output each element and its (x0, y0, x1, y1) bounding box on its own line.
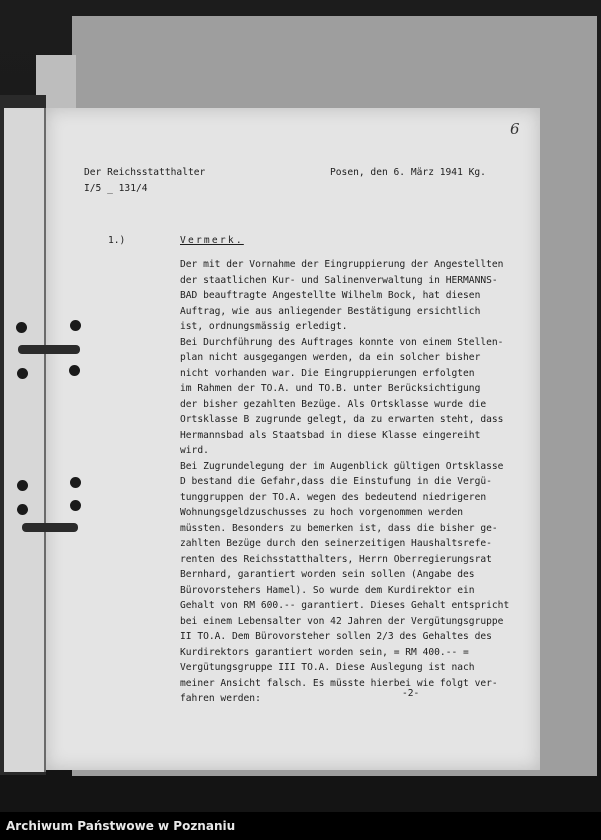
body-line: Hermannsbad als Staatsbad in diese Klasse eingereiht (180, 429, 481, 441)
body-line: im Rahmen der TO.A. und TO.B. unter Berücksichtigung (180, 383, 481, 394)
binder-clip (18, 345, 80, 354)
body-line: Ortsklasse B zugrunde gelegt, da zu erwarten steht, dass (180, 414, 504, 425)
body-line: Bürovorstehers Hamel). So wurde dem Kurdirektor ein (180, 584, 475, 596)
body-line: Bei Durchführung des Auftrages konnte von einem Stellen- (180, 336, 504, 348)
body-line: müssten. Besonders zu bemerken ist, dass die bisher ge- (180, 522, 498, 534)
body-text (180, 257, 509, 707)
punch-hole (17, 504, 28, 515)
archive-footer (0, 812, 601, 840)
body-line: tunggruppen der TO.A. wegen des bedeutend niedrigeren (180, 491, 487, 503)
archive-label: Archiwum Państwowe w Poznaniu (6, 819, 236, 833)
body-line: bei einem Lebensalter von 42 Jahren der Vergütungsgruppe (180, 615, 504, 627)
body-line: Wohnungsgeldzuschusses zu hoch vorgenommen werden (180, 507, 464, 518)
punch-hole (17, 480, 28, 491)
punch-hole (70, 320, 81, 331)
folio-number: 6 (510, 120, 520, 138)
sender-line: Der Reichsstatthalter (84, 167, 206, 178)
binder-clip (22, 523, 78, 532)
body-line: Gehalt von RM 600.-- garantiert. Dieses Gehalt entspricht (180, 600, 510, 611)
body-line: Bei Zugrundelegung der im Augenblick gültigen Ortsklasse (180, 460, 504, 472)
body-line: D bestand die Gefahr,dass die Einstufung in die Vergü- (180, 476, 492, 487)
punch-hole (70, 477, 81, 488)
body-line: wird. (180, 445, 209, 456)
sender-reference: I/5 _ 131/4 (84, 182, 148, 194)
body-line: meiner Ansicht falsch. Es müsste hierbei wie folgt ver- (180, 677, 498, 689)
punch-hole (17, 368, 28, 379)
body-line: zahlten Bezüge durch den seinerzeitigen Haushaltsrefe- (180, 538, 492, 549)
binder-strip (4, 108, 46, 772)
body-line: II TO.A. Dem Bürovorsteher sollen 2/3 des Gehaltes des (180, 631, 492, 642)
punch-hole (70, 500, 81, 511)
body-line: Kurdirektors garantiert worden sein, = RM 400.-- = (180, 646, 469, 658)
page-number: -2- (402, 688, 420, 699)
body-line: Vergütungsgruppe III TO.A. Diese Auslegung ist nach (180, 662, 475, 673)
body-line: Auftrag, wie aus anliegender Bestätigung ersichtlich (180, 305, 481, 317)
body-line: der staatlichen Kur- und Salinenverwaltung in HERMANNS- (180, 274, 498, 286)
body-line: fahren werden: (180, 693, 261, 704)
body-line: ist, ordnungsmässig erledigt. (180, 321, 348, 332)
body-line: renten des Reichsstatthalters, Herrn Oberregierungsrat (180, 553, 492, 565)
body-line: Bernhard, garantiert worden sein sollen (Angabe des (180, 569, 475, 580)
body-line: plan nicht ausgegangen werden, da ein solcher bisher (180, 352, 481, 363)
sender-block (84, 165, 205, 196)
body-line: BAD beauftragte Angestellte Wilhelm Bock, hat diesen (180, 290, 481, 301)
body-line: Der mit der Vornahme der Eingruppierung der Angestellten (180, 259, 504, 270)
document-heading: Vermerk. (180, 235, 244, 246)
place-date: Posen, den 6. März 1941 Kg. (330, 167, 486, 178)
body-line: nicht vorhanden war. Die Eingruppierungen erfolgten (180, 367, 475, 379)
punch-hole (16, 322, 27, 333)
body-line: der bisher gezahlten Bezüge. Als Ortsklasse wurde die (180, 398, 487, 410)
punch-hole (69, 365, 80, 376)
item-number: 1.) (108, 235, 126, 246)
